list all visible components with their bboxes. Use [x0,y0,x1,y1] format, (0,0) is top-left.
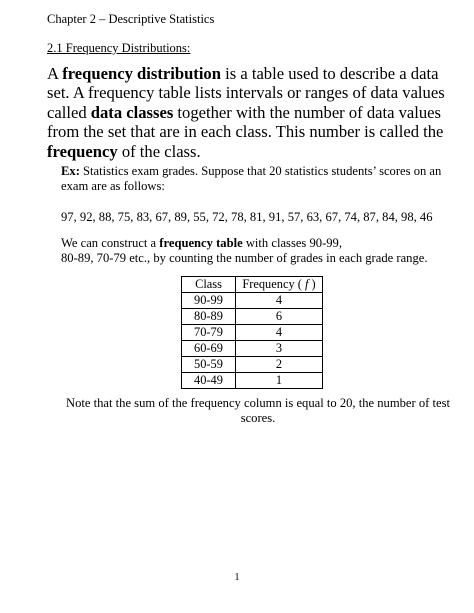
class-cell: 40-49 [182,373,236,389]
table-row [182,357,323,373]
frequency-cell: 4 [236,293,323,309]
score-list: 97, 92, 88, 75, 83, 67, 89, 55, 72, 78, 81, 91, 57, 63, 67, 74, 87, 84, 98, 46 [61,210,433,224]
page-number: 1 [234,572,240,583]
sum-note: Note that the sum of the frequency column is equal to 20, the number of test scores. [65,396,450,426]
term-frequency-distribution: frequency distribution [62,64,221,83]
construct-text-3: 80-89, 70-79 etc., by counting the number of grades in each grade range. [61,251,428,266]
table-header-row [182,277,323,293]
frequency-cell: 6 [236,309,323,325]
intro-text-1: A [47,64,63,83]
construct-text-2: with classes 90-99, [242,236,343,250]
intro-text-3: together with the number of data values from the set that are in each class. This number is called the [47,102,444,142]
class-cell: 90-99 [182,293,236,309]
frequency-table [181,276,323,389]
table-row [182,373,323,389]
frequency-cell: 4 [236,325,323,341]
class-cell: 70-79 [182,325,236,341]
definition-paragraph [47,64,457,161]
table-row [182,293,323,309]
example-label: Ex: [61,164,80,178]
construct-text-1: We can construct a [61,236,160,250]
frequency-cell: 3 [236,341,323,357]
intro-text-4: of the class. [117,141,201,161]
term-frequency: frequency [47,141,118,161]
example-text: Statistics exam grades. Suppose that 20 statistics students’ scores on an exam are as follows: [61,164,442,194]
frequency-column-header: Frequency ( f ) [236,277,323,293]
term-frequency-table: frequency table [159,236,243,250]
term-data-classes: data classes [90,102,174,122]
intro-text-2: is a table used to describe a data set. A frequency table lists intervals or ranges of data values called [47,64,445,122]
table-row [182,341,323,357]
class-column-header: Class [182,277,236,293]
class-cell: 80-89 [182,309,236,325]
table-row [182,325,323,341]
class-cell: 60-69 [182,341,236,357]
class-cell: 50-59 [182,357,236,373]
example-description [61,164,461,194]
section-heading: 2.1 Frequency Distributions: [47,41,191,55]
construct-paragraph [61,236,461,266]
frequency-cell: 1 [236,373,323,389]
chapter-title: Chapter 2 – Descriptive Statistics [47,12,215,26]
frequency-cell: 2 [236,357,323,373]
table-row [182,309,323,325]
